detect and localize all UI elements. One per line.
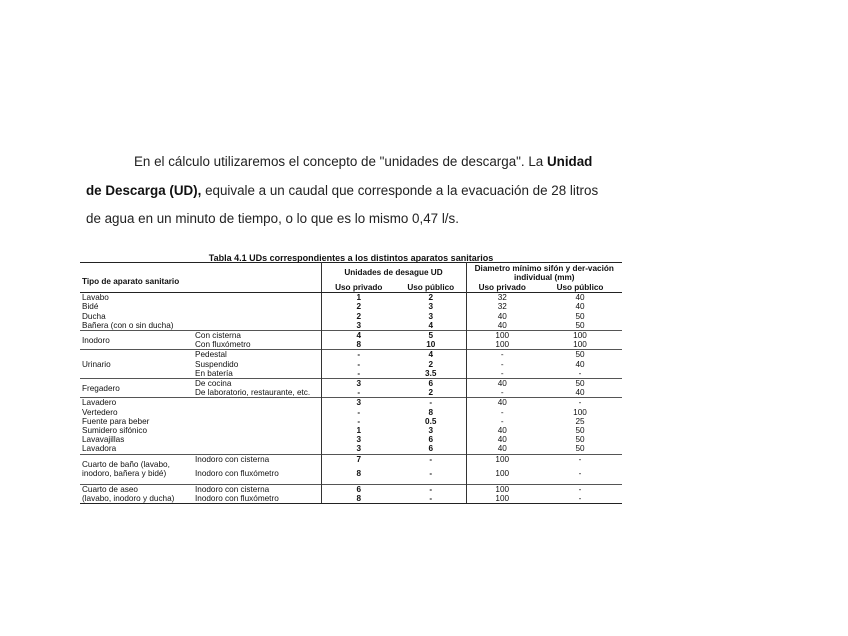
table-row bbox=[80, 398, 622, 408]
cell-ud-privado: 2 bbox=[356, 311, 362, 321]
cell-d-publico: - bbox=[538, 398, 622, 408]
cell-d-privado: 100 bbox=[466, 494, 538, 504]
cell-d-publico: 25 bbox=[575, 416, 585, 426]
cell-d-publico: 50 bbox=[538, 350, 622, 360]
cell-d-privado: 40 bbox=[466, 398, 538, 408]
cell-ud-privado: 3 bbox=[321, 379, 396, 389]
cell-d-publico: 100 bbox=[573, 407, 587, 417]
row-name: Sumidero sifónico bbox=[80, 426, 321, 435]
header-ud-privado: Uso privado bbox=[335, 283, 383, 292]
cell-ud-privado: - bbox=[357, 407, 361, 417]
row-sub-name: Con cisterna bbox=[193, 331, 321, 341]
paragraph-text: En el cálculo utilizaremos el concepto de "unidades de descarga". La bbox=[134, 154, 547, 169]
cell-ud-privado: 3 bbox=[356, 320, 362, 330]
cell-ud-privado: 7 bbox=[321, 454, 396, 464]
cell-ud-privado: - bbox=[357, 368, 361, 378]
table-row bbox=[80, 321, 622, 331]
cell-d-privado: 40 bbox=[497, 426, 507, 436]
cell-ud-privado: 3 bbox=[321, 398, 396, 408]
cell-ud-publico: - bbox=[396, 454, 466, 464]
header-tipo: Tipo de aparato sanitario bbox=[80, 263, 321, 293]
cell-d-privado: - bbox=[466, 350, 538, 360]
cell-ud-privado: 2 bbox=[356, 302, 362, 312]
row-name: Fuente para beber bbox=[80, 417, 321, 426]
cell-ud-privado: 1 bbox=[356, 426, 362, 436]
table-row bbox=[80, 494, 622, 504]
row-sub-name: Inodoro con cisterna bbox=[193, 484, 321, 494]
cell-ud-privado: - bbox=[357, 388, 361, 398]
table-caption: Tabla 4.1 UDs correspondientes a los distintos aparatos sanitarios bbox=[208, 253, 494, 263]
paragraph-line-3: de agua en un minuto de tiempo, o lo que es lo mismo 0,47 l/s. bbox=[86, 211, 459, 226]
cell-ud-publico: 6 bbox=[396, 379, 466, 389]
cell-d-privado: 40 bbox=[466, 379, 538, 389]
row-name: Lavadero bbox=[80, 398, 321, 408]
cell-ud-publico: 2 bbox=[396, 360, 466, 369]
cell-d-privado: 40 bbox=[497, 435, 507, 445]
cell-ud-publico: 2 bbox=[396, 388, 466, 398]
table-row bbox=[80, 444, 622, 454]
cell-d-privado: - bbox=[500, 359, 504, 369]
row-group-name: (lavabo, inodoro y ducha) bbox=[80, 494, 193, 504]
cell-d-privado: - bbox=[500, 416, 504, 426]
cell-ud-publico: 3 bbox=[396, 312, 466, 321]
cell-ud-privado: 1 bbox=[356, 293, 362, 303]
cell-ud-privado: 8 bbox=[356, 469, 362, 479]
cell-ud-publico: 6 bbox=[396, 435, 466, 444]
cell-ud-publico: 0.5 bbox=[396, 417, 466, 426]
row-name: Ducha bbox=[80, 312, 321, 321]
table-row bbox=[80, 379, 622, 389]
cell-d-publico: 50 bbox=[575, 426, 585, 436]
row-name: Vertedero bbox=[80, 408, 321, 417]
row-group-name: Urinario bbox=[80, 350, 193, 379]
cell-d-privado: 100 bbox=[466, 454, 538, 464]
header-d-publico: Uso público bbox=[556, 283, 604, 292]
cell-ud-publico: - bbox=[396, 484, 466, 494]
cell-ud-privado: 8 bbox=[356, 340, 362, 350]
cell-ud-publico: 2 bbox=[396, 293, 466, 303]
row-sub-name: Pedestal bbox=[193, 350, 321, 360]
row-group-name: Fregadero bbox=[80, 379, 193, 398]
ud-table bbox=[80, 262, 622, 504]
cell-d-privado: 32 bbox=[497, 293, 507, 303]
cell-ud-publico: 8 bbox=[396, 408, 466, 417]
cell-ud-privado: 4 bbox=[321, 331, 396, 341]
cell-d-publico: 40 bbox=[575, 388, 585, 398]
header-d-privado: Uso privado bbox=[478, 283, 526, 292]
cell-ud-privado: - bbox=[357, 416, 361, 426]
row-sub-name: De laboratorio, restaurante, etc. bbox=[193, 388, 321, 398]
cell-ud-publico: 10 bbox=[396, 340, 466, 350]
paragraph-line-2 bbox=[86, 177, 686, 206]
cell-d-publico: 50 bbox=[538, 379, 622, 389]
table-row bbox=[80, 331, 622, 341]
cell-d-publico: 50 bbox=[575, 311, 585, 321]
row-name: Bidé bbox=[80, 302, 321, 311]
cell-ud-privado: 6 bbox=[321, 484, 396, 494]
cell-d-privado: 40 bbox=[497, 444, 507, 454]
cell-d-privado: 100 bbox=[495, 469, 510, 479]
cell-d-privado: - bbox=[500, 407, 504, 417]
cell-d-publico: 40 bbox=[575, 359, 585, 369]
header-unidades: Unidades de desague UD bbox=[321, 263, 466, 284]
cell-ud-publico: 3 bbox=[396, 302, 466, 311]
intro-paragraph bbox=[86, 148, 686, 234]
table-row bbox=[80, 484, 622, 494]
cell-d-publico: 40 bbox=[575, 293, 585, 303]
cell-d-publico: 50 bbox=[575, 435, 585, 445]
row-sub-name: Inodoro con fluxómetro bbox=[193, 494, 321, 504]
table-row bbox=[80, 454, 622, 464]
row-group-name: Cuarto de aseo bbox=[80, 484, 193, 494]
cell-d-publico: - bbox=[578, 469, 582, 479]
row-name: Lavadora bbox=[80, 444, 321, 454]
row-sub-name: Con fluxómetro bbox=[193, 340, 321, 350]
cell-ud-privado: - bbox=[321, 350, 396, 360]
header-diametro: Diametro mínimo sifón y der-vación individual (mm) bbox=[474, 263, 614, 282]
cell-d-privado: 100 bbox=[466, 484, 538, 494]
cell-d-privado: 40 bbox=[497, 320, 507, 330]
cell-d-publico: 100 bbox=[538, 331, 622, 341]
cell-ud-publico: 5 bbox=[396, 331, 466, 341]
table-row bbox=[80, 350, 622, 360]
row-group-name: Cuarto de baño (lavabo, inodoro, bañera y bidé) bbox=[80, 454, 193, 484]
row-sub-name: De cocina bbox=[193, 379, 321, 389]
table-row bbox=[80, 435, 622, 444]
cell-ud-publico: - bbox=[396, 398, 466, 408]
table-row bbox=[80, 408, 622, 417]
cell-ud-publico: - bbox=[396, 494, 466, 504]
cell-ud-privado: 8 bbox=[321, 494, 396, 504]
cell-d-publico: 40 bbox=[575, 302, 585, 312]
row-name: Lavabo bbox=[80, 293, 321, 303]
row-name: Lavavajillas bbox=[80, 435, 321, 444]
cell-ud-publico: - bbox=[396, 464, 466, 485]
cell-ud-publico: 4 bbox=[396, 321, 466, 331]
row-sub-name: Inodoro con fluxómetro bbox=[193, 464, 321, 485]
row-group-name: Inodoro bbox=[80, 331, 193, 350]
cell-d-privado: 32 bbox=[497, 302, 507, 312]
paragraph-line-1 bbox=[86, 148, 686, 177]
row-sub-name: Suspendido bbox=[193, 360, 321, 369]
table-row bbox=[80, 312, 622, 321]
cell-d-publico: 50 bbox=[575, 444, 585, 454]
cell-ud-privado: 3 bbox=[356, 435, 362, 445]
cell-ud-publico: 3 bbox=[396, 426, 466, 435]
cell-d-publico: 50 bbox=[575, 320, 585, 330]
header-ud-publico: Uso público bbox=[396, 283, 466, 293]
cell-d-privado: 100 bbox=[466, 331, 538, 341]
row-name: Bañera (con o sin ducha) bbox=[80, 321, 321, 331]
table-row bbox=[80, 302, 622, 311]
cell-d-publico: 100 bbox=[573, 340, 587, 350]
paragraph-bold-text: Unidad bbox=[546, 154, 593, 169]
row-sub-name: Inodoro con cisterna bbox=[193, 454, 321, 464]
row-sub-name: En batería bbox=[193, 369, 321, 379]
cell-d-publico: - bbox=[578, 368, 582, 378]
cell-d-publico: - bbox=[538, 484, 622, 494]
cell-d-publico: - bbox=[538, 454, 622, 464]
cell-d-publico: - bbox=[538, 494, 622, 504]
cell-ud-privado: - bbox=[357, 359, 361, 369]
cell-d-privado: - bbox=[500, 368, 504, 378]
table-row bbox=[80, 426, 622, 435]
cell-ud-publico: 6 bbox=[396, 444, 466, 454]
cell-ud-publico: 3.5 bbox=[396, 369, 466, 379]
cell-d-privado: - bbox=[500, 388, 504, 398]
cell-d-privado: 100 bbox=[495, 340, 510, 350]
paragraph-text: equivale a un caudal que corresponde a la evacuación de 28 litros bbox=[201, 182, 599, 198]
cell-ud-privado: 3 bbox=[356, 444, 362, 454]
table-row bbox=[80, 417, 622, 426]
paragraph-bold-text: de Descarga (UD), bbox=[86, 182, 202, 198]
cell-d-privado: 40 bbox=[497, 311, 507, 321]
cell-ud-publico: 4 bbox=[396, 350, 466, 360]
table-row bbox=[80, 293, 622, 303]
